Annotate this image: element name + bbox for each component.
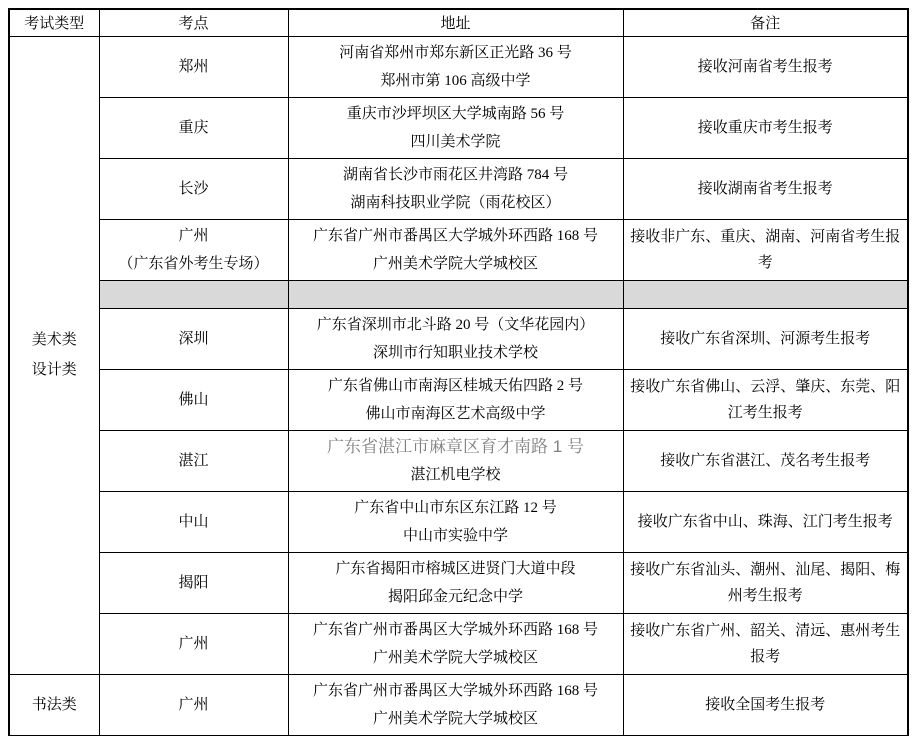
separator-cell [288, 280, 623, 308]
address-cell [288, 369, 623, 430]
site-cell [99, 36, 288, 97]
table-row [9, 491, 908, 552]
site-cell [99, 430, 288, 491]
site-name: 长沙 [178, 180, 209, 197]
address-cell [288, 613, 623, 674]
note-cell: 接收广东省湛江、茂名考生报考 [623, 430, 908, 491]
table-row [9, 158, 908, 219]
site-cell [99, 158, 288, 219]
site-name: 揭阳 [178, 574, 209, 591]
site-name: 郑州 [178, 58, 209, 75]
address-cell [288, 97, 623, 158]
address-line: 四川美术学院 [410, 133, 501, 150]
address-cell [288, 308, 623, 369]
exam-type-line: 美术类 [31, 332, 77, 348]
note-cell: 接收广东省深圳、河源考生报考 [623, 308, 908, 369]
note-cell: 接收广东省中山、珠海、江门考生报考 [623, 491, 908, 552]
address-line: 广东省广州市番禺区大学城外环西路 168 号 [312, 621, 598, 638]
site-cell [99, 219, 288, 280]
address-line: 广州美术学院大学城校区 [372, 710, 538, 727]
table-row [9, 552, 908, 613]
site-cell [99, 674, 288, 736]
table-row [9, 613, 908, 674]
address-line: 河南省郑州市郑东新区正光路 36 号 [339, 44, 572, 61]
note-cell: 接收广东省汕头、潮州、汕尾、揭阳、梅州考生报考 [623, 552, 908, 613]
exam-type-cell [9, 36, 99, 674]
site-name: 重庆 [178, 119, 209, 136]
site-cell [99, 613, 288, 674]
site-cell [99, 97, 288, 158]
site-name: 广州 [178, 635, 209, 652]
address-line: 湖南省长沙市雨花区井湾路 784 号 [342, 166, 568, 183]
header-note: 备注 [623, 9, 908, 36]
separator-row [9, 280, 908, 308]
site-name-line: （广东省外考生专场） [118, 255, 269, 272]
address-line: 广东省湛江市麻章区育才南路 1 号 [327, 436, 584, 456]
separator-cell [99, 280, 288, 308]
site-cell [99, 308, 288, 369]
address-line: 佛山市南海区艺术高级中学 [365, 405, 546, 422]
exam-type-cell [9, 674, 99, 736]
site-cell [99, 552, 288, 613]
note-cell: 接收全国考生报考 [623, 674, 908, 736]
note-cell: 接收广东省佛山、云浮、肇庆、东莞、阳江考生报考 [623, 369, 908, 430]
site-name: 佛山 [178, 391, 209, 408]
header-exam-type: 考试类型 [9, 9, 99, 36]
address-line: 广东省深圳市北斗路 20 号（文华花园内） [316, 316, 595, 333]
table-row [9, 219, 908, 280]
address-line: 广州美术学院大学城校区 [372, 649, 538, 666]
header-site: 考点 [99, 9, 288, 36]
address-line: 揭阳邱金元纪念中学 [387, 588, 523, 605]
table-row [9, 369, 908, 430]
exam-type-line: 设计类 [31, 362, 77, 378]
address-cell [288, 219, 623, 280]
table-row [9, 97, 908, 158]
address-cell [288, 491, 623, 552]
address-line: 广东省广州市番禺区大学城外环西路 168 号 [312, 227, 598, 244]
address-cell [288, 552, 623, 613]
exam-type-line: 书法类 [31, 696, 77, 713]
table-row [9, 308, 908, 369]
address-line: 重庆市沙坪坝区大学城南路 56 号 [346, 105, 565, 122]
note-cell: 接收重庆市考生报考 [623, 97, 908, 158]
separator-cell [623, 280, 908, 308]
note-cell: 接收非广东、重庆、湖南、河南省考生报考 [623, 219, 908, 280]
site-name: 广州 [178, 696, 209, 713]
address-line: 广东省广州市番禺区大学城外环西路 168 号 [312, 682, 598, 699]
table-row [9, 430, 908, 491]
address-line: 湛江机电学校 [410, 466, 501, 483]
site-cell [99, 491, 288, 552]
header-row [9, 9, 908, 36]
header-address: 地址 [288, 9, 623, 36]
address-line: 广东省揭阳市榕城区进贤门大道中段 [335, 560, 576, 577]
site-name: 深圳 [178, 330, 209, 347]
address-cell [288, 430, 623, 491]
note-cell: 接收河南省考生报考 [623, 36, 908, 97]
address-line: 深圳市行知职业技术学校 [372, 344, 538, 361]
site-cell [99, 369, 288, 430]
note-cell: 接收湖南省考生报考 [623, 158, 908, 219]
address-line: 郑州市第 106 高级中学 [380, 72, 531, 89]
address-cell [288, 158, 623, 219]
address-cell [288, 674, 623, 736]
address-line: 广州美术学院大学城校区 [372, 255, 538, 272]
address-line: 广东省中山市东区东江路 12 号 [354, 499, 557, 516]
address-line: 中山市实验中学 [402, 527, 508, 544]
note-cell: 接收广东省广州、韶关、清远、惠州考生报考 [623, 613, 908, 674]
site-name: 中山 [178, 513, 209, 530]
address-cell [288, 36, 623, 97]
exam-sites-table [8, 8, 909, 736]
address-line: 广东省佛山市南海区桂城天佑四路 2 号 [327, 377, 583, 394]
site-name-line: 广州 [178, 227, 209, 244]
table-row [9, 674, 908, 736]
address-line: 湖南科技职业学院（雨花校区） [350, 194, 561, 211]
site-name: 湛江 [178, 452, 209, 469]
table-row [9, 36, 908, 97]
